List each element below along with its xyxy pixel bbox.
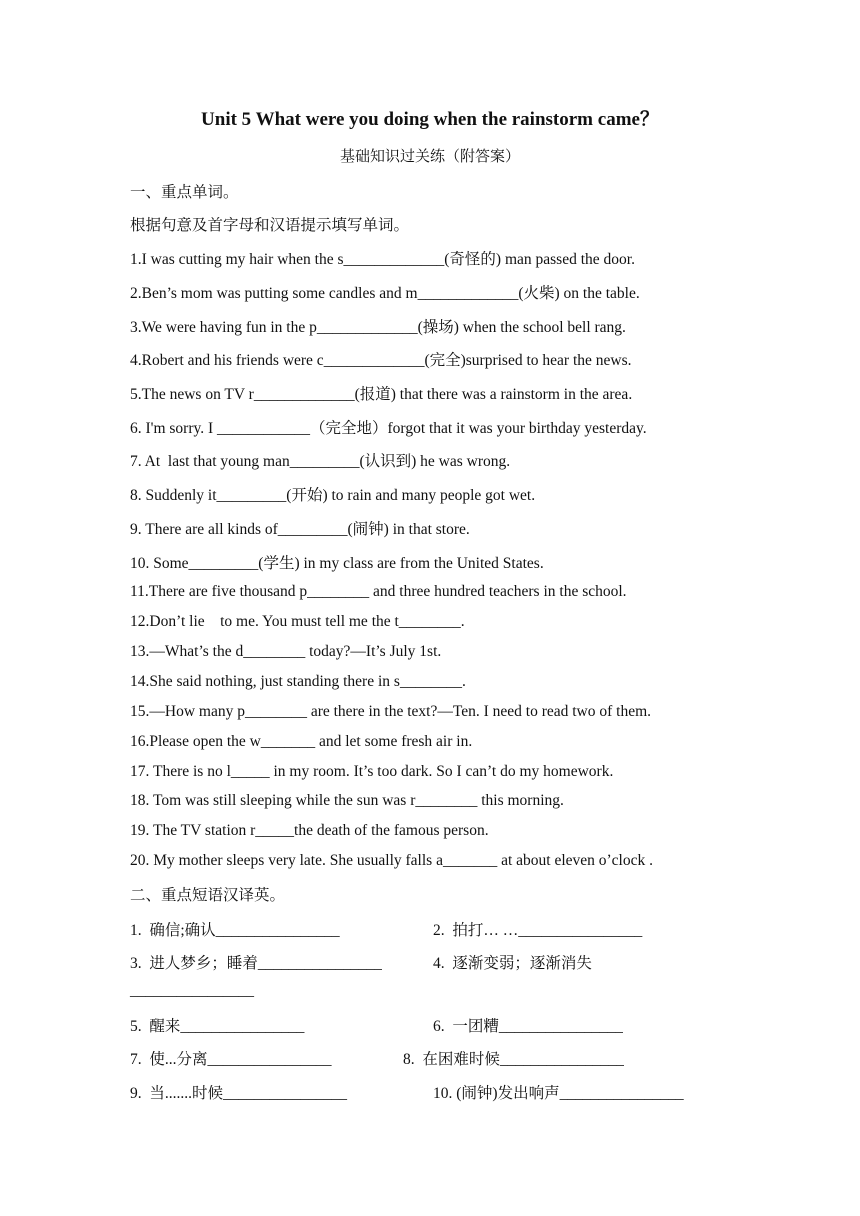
phrase-item: 9. 当.......时候________________ [130, 1085, 348, 1102]
worksheet-title: Unit 5 What were you doing when the rainstorm came？ [201, 109, 659, 130]
question-item: 20. My mother sleeps very late. She usually falls a_______ at about eleven o’clock . [130, 852, 653, 869]
question-item: 12.Don’t lie to me. You must tell me the t________. [130, 613, 465, 630]
question-item: 16.Please open the w_______ and let some fresh air in. [130, 733, 473, 750]
phrase-item: 7. 使...分离________________ [130, 1051, 332, 1068]
phrase-item: 2. 拍打… …________________ [433, 922, 643, 939]
question-item: 2.Ben’s mom was putting some candles and m_____________(火柴) on the table. [130, 285, 640, 302]
section1-heading: 一、重点单词。 [130, 184, 239, 201]
phrase-item: 10. (闹钟)发出响声________________ [433, 1085, 684, 1102]
phrase-item: 4. 逐渐变弱；逐渐消失 [433, 955, 592, 972]
phrase-item: 8. 在困难时候________________ [403, 1051, 624, 1068]
phrase-item: 3. 进人梦乡；睡着________________ [130, 955, 382, 972]
question-item: 5.The news on TV r_____________(报道) that there was a rainstorm in the area. [130, 386, 633, 403]
question-item: 18. Tom was still sleeping while the sun was r________ this morning. [130, 792, 564, 809]
question-item: 14.She said nothing, just standing there in s________. [130, 673, 466, 690]
section1-instruction: 根据句意及首字母和汉语提示填写单词。 [130, 217, 410, 234]
phrase-item: 6. 一团糟________________ [433, 1018, 623, 1035]
question-item: 4.Robert and his friends were c_____________(完全)surprised to hear the news. [130, 352, 632, 369]
question-item: 10. Some_________(学生) in my class are from the United States. [130, 555, 544, 572]
phrase-item: 5. 醒来________________ [130, 1018, 305, 1035]
question-item: 19. The TV station r_____the death of the famous person. [130, 822, 489, 839]
question-item: 3.We were having fun in the p_____________(操场) when the school bell rang. [130, 319, 626, 336]
worksheet-subtitle: 基础知识过关练（附答案） [339, 149, 520, 165]
question-item: 13.—What’s the d________ today?—It’s July 1st. [130, 643, 442, 660]
question-item: 1.I was cutting my hair when the s_____________(奇怪的) man passed the door. [130, 251, 635, 268]
question-item: 15.—How many p________ are there in the text?—Ten. I need to read two of them. [130, 703, 652, 720]
phrase-item-continuation: ________________ [130, 982, 254, 999]
question-item: 17. There is no l_____ in my room. It’s too dark. So I can’t do my homework. [130, 763, 614, 780]
section2-heading: 二、重点短语汉译英。 [130, 887, 286, 904]
phrase-item: 1. 确信;确认________________ [130, 922, 340, 939]
question-item: 6. I'm sorry. I ____________（完全地）forgot that it was your birthday yesterday. [130, 420, 647, 437]
question-item: 8. Suddenly it_________(开始) to rain and many people got wet. [130, 487, 536, 504]
question-item: 7. At last that young man_________(认识到) he was wrong. [130, 453, 511, 470]
question-item: 9. There are all kinds of_________(闹钟) in that store. [130, 521, 470, 538]
question-item: 11.There are five thousand p________ and three hundred teachers in the school. [130, 583, 627, 600]
